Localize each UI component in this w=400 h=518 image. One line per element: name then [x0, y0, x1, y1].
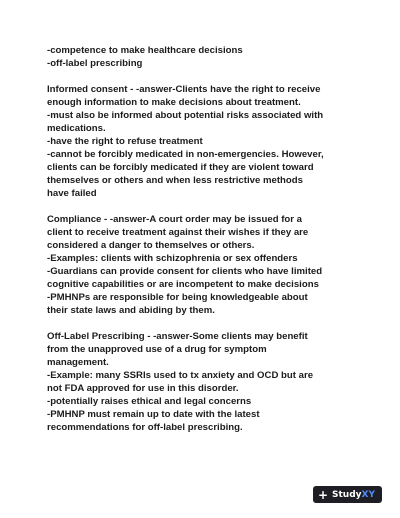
text-line: have failed	[47, 188, 97, 199]
paragraph-intro-list	[47, 44, 369, 70]
text-line: considered a danger to themselves or others.	[47, 240, 255, 251]
text-line: client to receive treatment against their wishes if they are	[47, 227, 309, 238]
text-line: -PMHNP must remain up to date with the latest	[47, 409, 260, 420]
text-line: Compliance - -answer-A court order may be issued for a	[47, 214, 303, 225]
paragraph-compliance	[47, 213, 369, 317]
text-line: management.	[47, 357, 109, 368]
text-line: -must also be informed about potential risks associated with	[47, 110, 324, 121]
text-line: medications.	[47, 123, 106, 134]
text-line: -cannot be forcibly medicated in non-emergencies. However,	[47, 149, 324, 160]
paragraph-informed-consent	[47, 83, 369, 200]
text-line: -Guardians can provide consent for clients who have limited	[47, 266, 323, 277]
document-page	[47, 44, 369, 447]
plus-icon: +	[317, 487, 329, 502]
brand-accent: XY	[361, 489, 375, 500]
text-line: -have the right to refuse treatment	[47, 136, 203, 147]
text-line: -competence to make healthcare decisions	[47, 45, 243, 56]
text-line: -potentially raises ethical and legal concerns	[47, 396, 252, 407]
text-line: not FDA approved for use in this disorder.	[47, 383, 239, 394]
paragraph-off-label-prescribing	[47, 330, 369, 434]
text-line: -Examples: clients with schizophrenia or sex offenders	[47, 253, 298, 264]
text-line: their state laws and abiding by them.	[47, 305, 215, 316]
brand-name: Study	[332, 489, 362, 500]
text-line: clients can be forcibly medicated if they are violent toward	[47, 162, 314, 173]
text-line: themselves or others and when less restrictive methods	[47, 175, 303, 186]
text-line: -Example: many SSRIs used to tx anxiety and OCD but are	[47, 370, 314, 381]
text-line: recommendations for off-label prescribing.	[47, 422, 243, 433]
text-line: Off-Label Prescribing - -answer-Some clients may benefit	[47, 331, 308, 342]
text-line: cognitive capabilities or are incompetent to make decisions	[47, 279, 319, 290]
text-line: Informed consent - -answer-Clients have the right to receive	[47, 84, 321, 95]
text-line: enough information to make decisions about treatment.	[47, 97, 301, 108]
text-line: -off-label prescribing	[47, 58, 143, 69]
studyxy-badge[interactable]	[313, 486, 382, 503]
text-line: from the unapproved use of a drug for symptom	[47, 344, 267, 355]
text-line: -PMHNPs are responsible for being knowledgeable about	[47, 292, 308, 303]
